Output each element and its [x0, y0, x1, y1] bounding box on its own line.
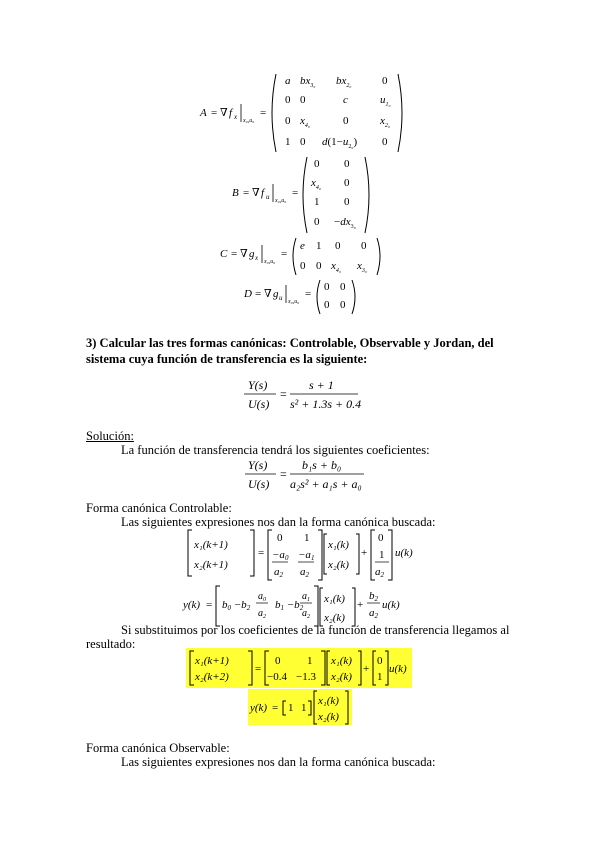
- gen-C-2-fden: $a_2$: [302, 608, 310, 620]
- problem-statement-line2: sistema cuya función de transferencia es la siguiente:: [86, 352, 368, 366]
- gen-A-12: 1: [304, 532, 310, 544]
- B-r1c1: 0: [314, 158, 320, 170]
- B-r4c1: 0: [314, 216, 320, 228]
- label-C: C: [220, 248, 228, 260]
- A-r2c2: 0: [300, 94, 306, 106]
- evalC: x₀,u₀: [264, 259, 276, 265]
- B-r2c1: $x_{4_0}$: [311, 177, 321, 191]
- label-B: B: [232, 187, 239, 199]
- C-r2c2: 0: [316, 260, 322, 272]
- tf-den-rhs: s² + 1.3s + 0.4: [290, 397, 362, 411]
- A-r1c4: 0: [382, 75, 388, 87]
- res-C-2: 1: [301, 702, 307, 714]
- matrix-A-equation: [199, 74, 402, 152]
- tf-eq: =: [280, 387, 287, 401]
- f-sym: f: [229, 107, 233, 119]
- A-r1c3: $bx_{2_0}$: [336, 75, 352, 89]
- substitute-line2: resultado:: [86, 637, 136, 651]
- gen-D-num: b2: [369, 590, 378, 603]
- res-B-1: 0: [377, 655, 383, 667]
- fB: f: [261, 187, 265, 199]
- C-r1c1: e: [300, 240, 305, 252]
- coef-den-lhs: U(s): [248, 477, 270, 491]
- gen-plus: +: [361, 547, 368, 559]
- subDu: u: [279, 294, 283, 302]
- gen-C-1-fden: $a_2$: [258, 608, 266, 620]
- gen-D-den: a2: [369, 607, 378, 620]
- tf-num-lhs: Y(s): [248, 378, 268, 392]
- A-r1c2: $bx_{3_0}$: [300, 75, 316, 89]
- gen-C-2: b1 −b2: [275, 599, 304, 612]
- eqC2: =: [281, 248, 288, 260]
- transfer-function: [230, 374, 370, 414]
- gen-A-21-num: −a0: [272, 549, 289, 562]
- gen-A-22-num: −a1: [298, 549, 315, 562]
- B-r4c2: $-dx_{3_0}$: [334, 216, 356, 230]
- observable-intro: Las siguientes expresiones nos dan la forma canónica buscada:: [121, 755, 436, 769]
- gen-y-x1: x₁(k): [324, 593, 345, 605]
- res-u: u(k): [389, 663, 407, 675]
- evalD: x₀,u₀: [288, 299, 300, 305]
- gen-eq: =: [258, 547, 265, 559]
- D-r1c1: 0: [324, 281, 330, 293]
- eqC: = ∇: [231, 248, 248, 260]
- C-r2c1: 0: [300, 260, 306, 272]
- gen-B-1: 0: [378, 532, 384, 544]
- gen-C-1: b0 −b2: [222, 599, 251, 612]
- gen-A-11: 0: [277, 532, 283, 544]
- A-r4c4: 0: [382, 136, 388, 148]
- A-r3c1: 0: [285, 115, 291, 127]
- eval-point: x₀,u₀: [243, 118, 255, 124]
- gen-A-21-den: a2: [274, 566, 283, 579]
- D-r2c2: 0: [340, 299, 346, 311]
- eqD2: =: [305, 288, 312, 300]
- res-A-22: −1.3: [296, 671, 316, 683]
- gD: g: [273, 288, 279, 300]
- res-x-2: x₂(k): [331, 671, 352, 683]
- gen-x-2: x₂(k): [328, 559, 349, 571]
- res-x-1: x₁(k): [331, 655, 352, 667]
- problem-text-1: Calcular las tres formas canónicas: Controlable, Observable y Jordan, del: [99, 336, 494, 350]
- gen-x-1: x₁(k): [328, 539, 349, 551]
- C-r1c2: 1: [316, 240, 322, 252]
- coefficient-tf: [240, 455, 380, 495]
- gC: g: [249, 248, 255, 260]
- evalB: x₀,u₀: [275, 198, 287, 204]
- eq-sign: = ∇: [211, 107, 228, 119]
- C-r1c4: 0: [361, 240, 367, 252]
- jacobian-block: [0, 0, 599, 320]
- observable-heading: Forma canónica Observable:: [86, 741, 230, 755]
- matrix-C-equation: [220, 238, 380, 275]
- controllable-heading: Forma canónica Controlable:: [86, 501, 232, 515]
- res-A-11: 0: [275, 655, 281, 667]
- A-r1c1: a: [285, 75, 291, 87]
- subCx: x: [255, 254, 259, 262]
- gen-state-1: x₁(k+1): [194, 539, 228, 551]
- A-r3c3: 0: [343, 115, 349, 127]
- gen-u: u(k): [395, 547, 413, 559]
- problem-number: 3): [86, 336, 97, 350]
- gen-state-2: x₂(k+1): [194, 559, 228, 571]
- gen-y: y(k): [183, 599, 201, 611]
- gen-y-plus: +: [357, 599, 364, 611]
- gen-B-2-num: 1: [379, 549, 385, 561]
- A-r4c3: $d(1-u_{2_0})$: [322, 136, 358, 150]
- solution-heading: Solución:: [86, 429, 134, 443]
- gen-C-1-fnum: $a_0$: [258, 591, 266, 603]
- A-r3c4: $x_{2_0}$: [380, 115, 390, 129]
- res-plus: +: [363, 663, 370, 675]
- gen-y-x2: x₂(k): [324, 612, 345, 624]
- A-r4c1: 1: [285, 136, 291, 148]
- gen-A-22-den: a2: [300, 566, 309, 579]
- eqB: = ∇: [243, 187, 260, 199]
- A-r2c3: c: [343, 94, 348, 106]
- coef-eq: =: [280, 467, 287, 481]
- gen-D-u: u(k): [382, 599, 400, 611]
- sub-u: u: [266, 193, 270, 201]
- res-B-2: 1: [377, 671, 383, 683]
- gen-B-2-den: a2: [375, 566, 384, 579]
- A-r4c2: 0: [300, 136, 306, 148]
- tf-den-lhs: U(s): [248, 397, 270, 411]
- general-controllable-form: [180, 528, 440, 628]
- gen-C-2-fnum: $a_1$: [302, 591, 310, 603]
- D-r1c2: 0: [340, 281, 346, 293]
- coef-num-rhs: b₁s + b₀: [302, 458, 342, 472]
- controllable-intro: Las siguientes expresiones nos dan la forma canónica buscada:: [121, 515, 436, 529]
- sub-x: x: [234, 113, 238, 121]
- res-state-2: x₂(k+2): [195, 671, 229, 683]
- B-r3c2: 0: [344, 196, 350, 208]
- C-r2c3: $x_{4_0}$: [331, 260, 341, 274]
- eqD: = ∇: [255, 288, 272, 300]
- label-D: D: [244, 288, 252, 300]
- A-r3c2: $x_{4_0}$: [300, 115, 310, 129]
- coef-num-lhs: Y(s): [248, 458, 268, 472]
- C-r2c4: $x_{3_0}$: [357, 260, 367, 274]
- res-A-21: −0.4: [267, 671, 287, 683]
- C-r1c3: 0: [335, 240, 341, 252]
- problem-statement-line1: [86, 336, 494, 351]
- result-controllable-form: [186, 648, 416, 728]
- res-eq: =: [255, 663, 262, 675]
- res-y-eq: =: [272, 702, 279, 714]
- matrix-B-equation: [232, 157, 369, 233]
- eqB2: =: [292, 187, 299, 199]
- res-C-1: 1: [288, 702, 294, 714]
- A-r2c4: $u_{1_0}$: [380, 94, 391, 108]
- res-y-x2: x₂(k): [318, 711, 339, 723]
- B-r2c2: 0: [344, 177, 350, 189]
- res-A-12: 1: [307, 655, 313, 667]
- solution-intro: La función de transferencia tendrá los siguientes coeficientes:: [121, 443, 430, 457]
- eq2: =: [260, 107, 267, 119]
- D-r2c1: 0: [324, 299, 330, 311]
- gen-y-eq: =: [206, 599, 213, 611]
- A-r2c1: 0: [285, 94, 291, 106]
- res-state-1: x₁(k+1): [195, 655, 229, 667]
- matrix-D-equation: [243, 280, 355, 314]
- coef-den-rhs: a₂s² + a₁s + a₀: [290, 477, 362, 491]
- B-r1c2: 0: [344, 158, 350, 170]
- res-y: y(k): [250, 702, 268, 714]
- substitute-line1: Si substituimos por los coeficientes de la función de transferencia llegamos al: [121, 623, 510, 637]
- label-A: A: [200, 107, 207, 119]
- B-r3c1: 1: [314, 196, 320, 208]
- res-y-x1: x₁(k): [318, 695, 339, 707]
- tf-num-rhs: s + 1: [309, 378, 334, 392]
